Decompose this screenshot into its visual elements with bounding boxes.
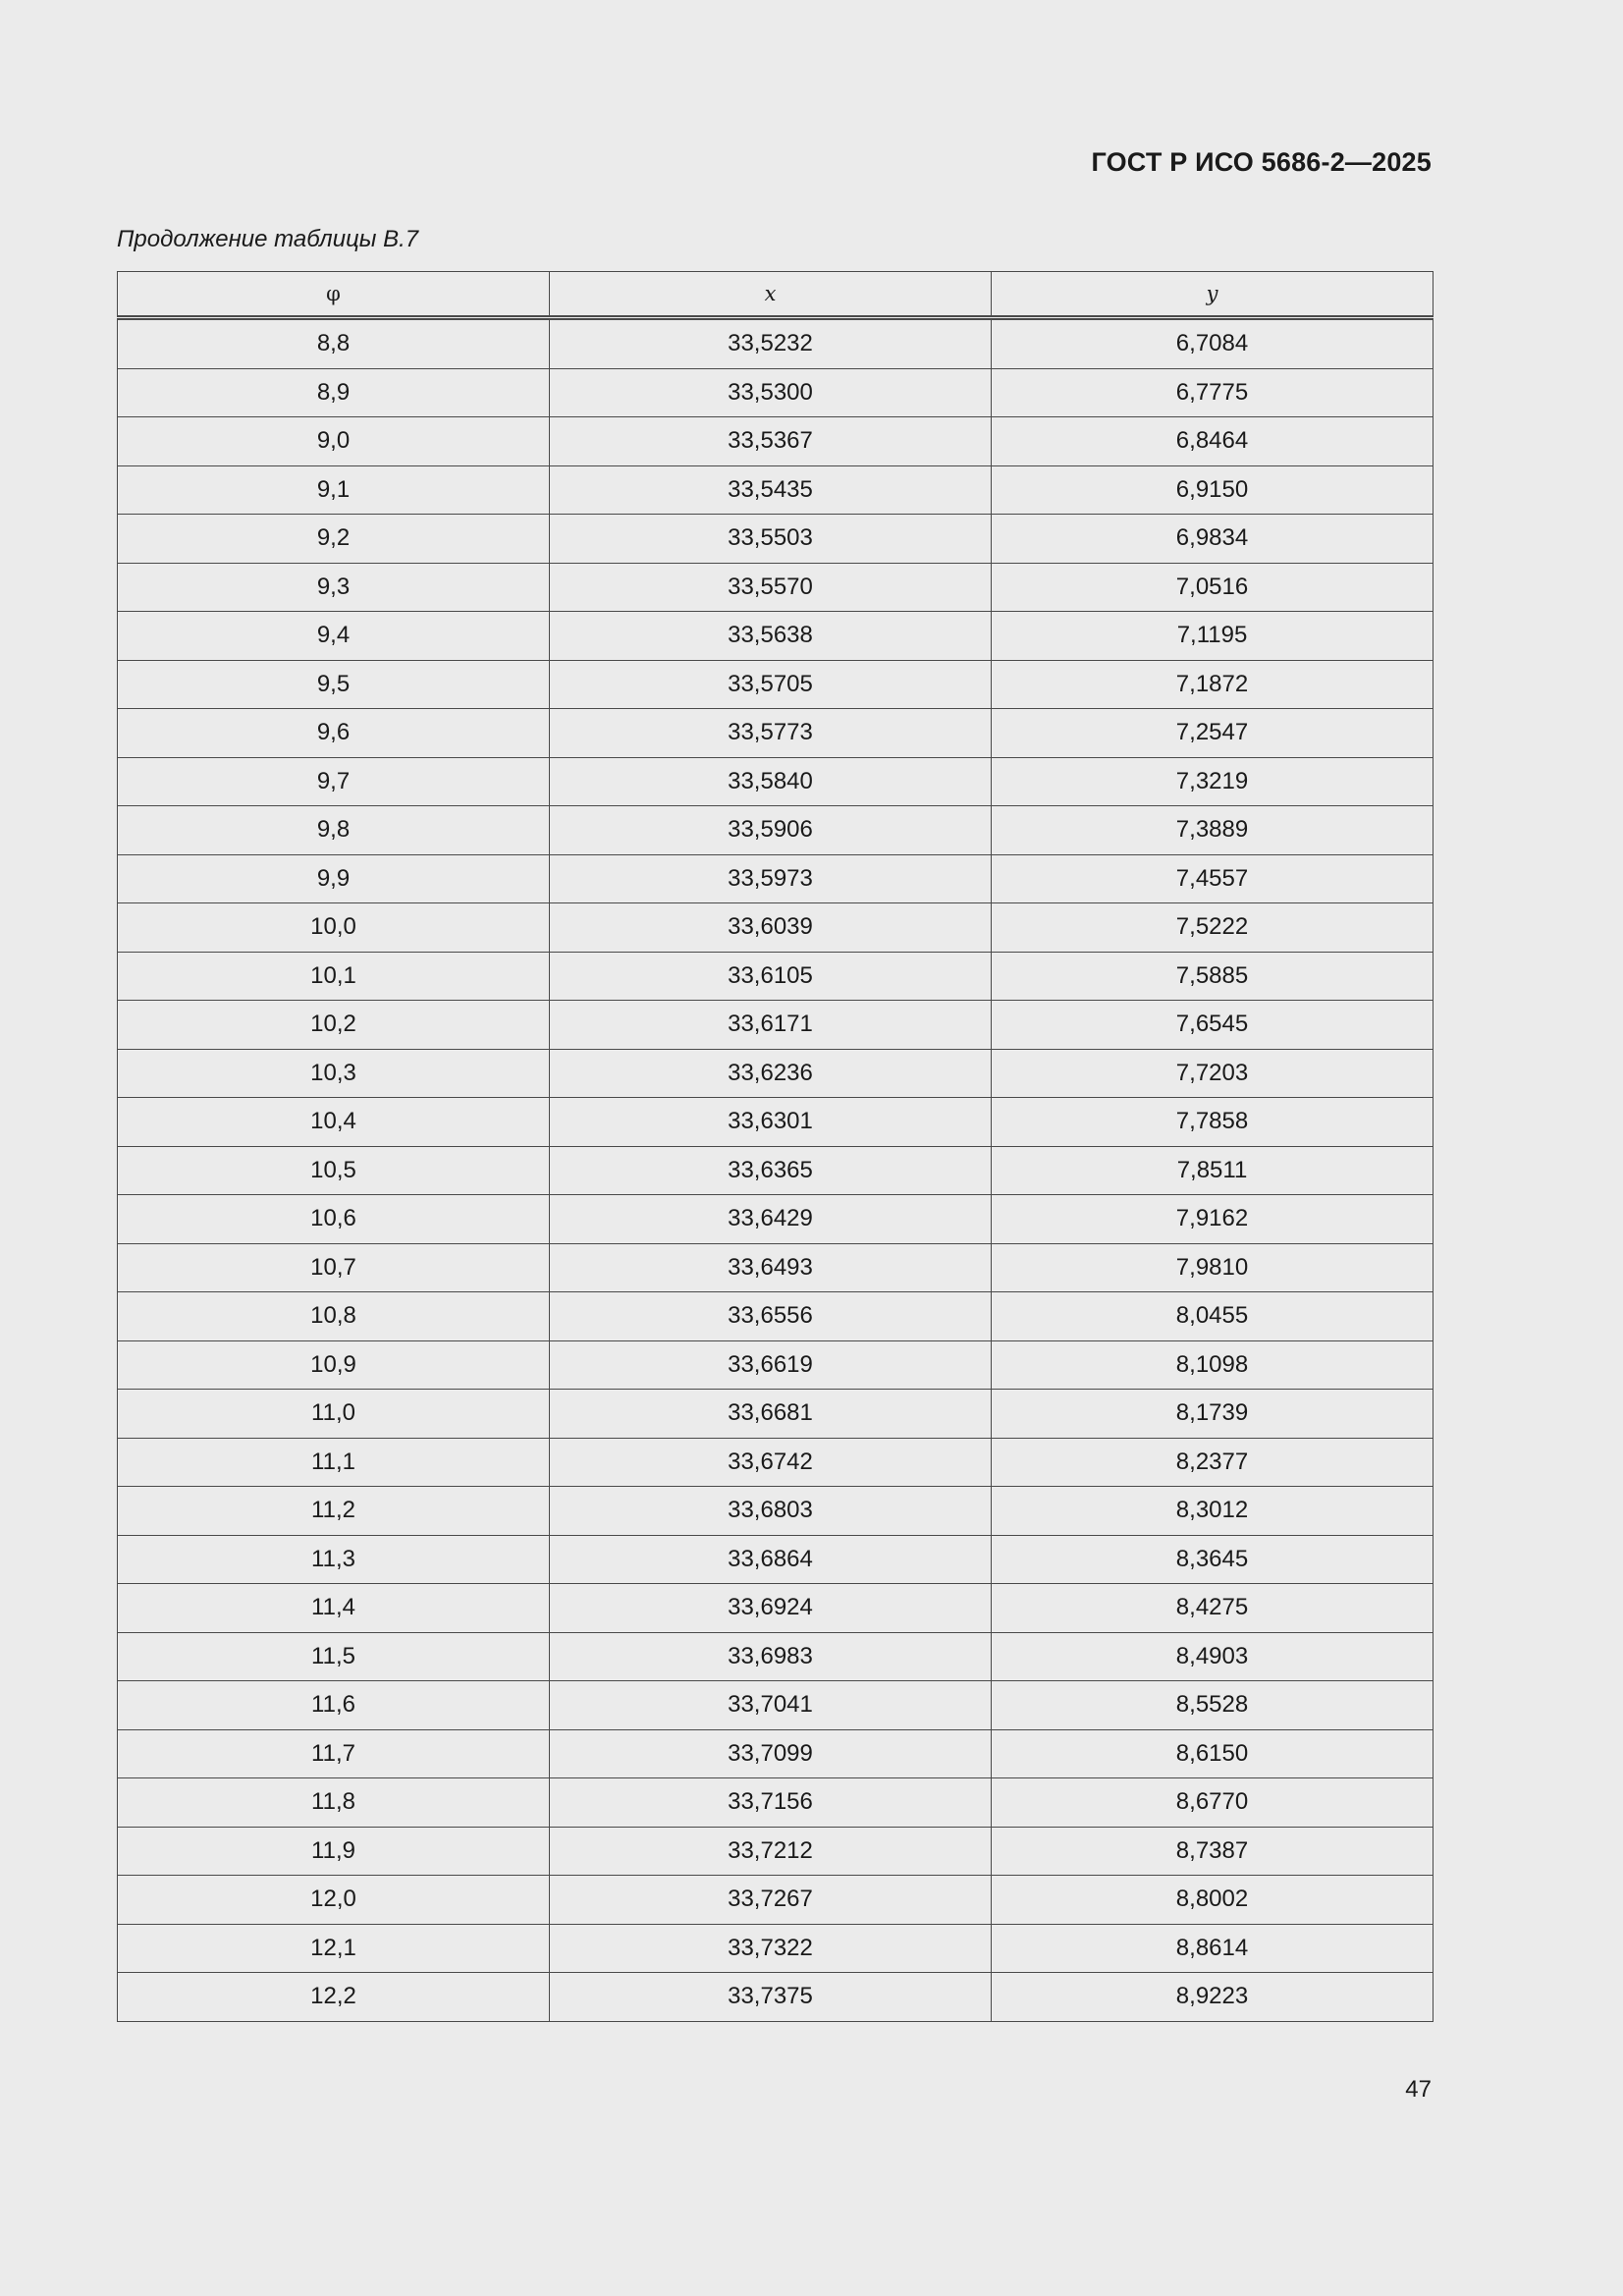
cell-phi: 10,3 [118,1049,550,1098]
cell-phi: 12,0 [118,1876,550,1925]
cell-phi: 11,6 [118,1681,550,1730]
cell-x: 33,5435 [550,465,992,515]
cell-x: 33,5973 [550,854,992,903]
cell-x: 33,6301 [550,1098,992,1147]
cell-phi: 11,1 [118,1438,550,1487]
table-row [118,318,1434,369]
table-row [118,1049,1434,1098]
cell-y: 8,1739 [992,1390,1434,1439]
header-row [118,272,1434,318]
cell-phi: 10,0 [118,903,550,953]
table-row [118,563,1434,612]
column-header-x: x [550,272,992,318]
table-row [118,806,1434,855]
cell-x: 33,6236 [550,1049,992,1098]
cell-x: 33,5840 [550,757,992,806]
cell-x: 33,6803 [550,1487,992,1536]
table-row [118,1535,1434,1584]
cell-y: 8,6770 [992,1778,1434,1828]
cell-y: 7,3889 [992,806,1434,855]
cell-phi: 11,5 [118,1632,550,1681]
cell-y: 8,5528 [992,1681,1434,1730]
document-code: ГОСТ Р ИСО 5686-2—2025 [1091,147,1432,177]
cell-y: 7,4557 [992,854,1434,903]
table-row [118,903,1434,953]
cell-phi: 9,7 [118,757,550,806]
cell-y: 8,1098 [992,1340,1434,1390]
cell-y: 6,9150 [992,465,1434,515]
table-row [118,952,1434,1001]
cell-y: 8,2377 [992,1438,1434,1487]
cell-x: 33,5503 [550,515,992,564]
column-header-phi: φ [118,272,550,318]
table-row [118,1876,1434,1925]
table-row [118,1681,1434,1730]
cell-y: 6,7775 [992,368,1434,417]
table-row [118,1001,1434,1050]
table-row [118,1146,1434,1195]
table-row [118,1632,1434,1681]
table-row [118,854,1434,903]
cell-phi: 9,4 [118,612,550,661]
cell-y: 8,3012 [992,1487,1434,1536]
cell-phi: 10,9 [118,1340,550,1390]
cell-x: 33,6493 [550,1243,992,1292]
cell-x: 33,5638 [550,612,992,661]
cell-x: 33,6681 [550,1390,992,1439]
table-row [118,709,1434,758]
table-row [118,1340,1434,1390]
table-row [118,757,1434,806]
cell-phi: 10,5 [118,1146,550,1195]
page-number: 47 [1405,2076,1432,2103]
cell-x: 33,6365 [550,1146,992,1195]
cell-phi: 11,7 [118,1729,550,1778]
cell-y: 8,3645 [992,1535,1434,1584]
cell-phi: 10,4 [118,1098,550,1147]
cell-x: 33,7267 [550,1876,992,1925]
cell-x: 33,7156 [550,1778,992,1828]
table-row [118,1729,1434,1778]
table-row [118,1195,1434,1244]
cell-y: 6,8464 [992,417,1434,466]
cell-phi: 9,8 [118,806,550,855]
cell-phi: 9,2 [118,515,550,564]
cell-x: 33,6983 [550,1632,992,1681]
cell-phi: 9,6 [118,709,550,758]
table-row [118,1584,1434,1633]
cell-y: 8,6150 [992,1729,1434,1778]
cell-x: 33,7212 [550,1827,992,1876]
cell-x: 33,6105 [550,952,992,1001]
cell-x: 33,6924 [550,1584,992,1633]
column-header-y: y [992,272,1434,318]
cell-y: 7,6545 [992,1001,1434,1050]
table-row [118,465,1434,515]
coordinates-table [117,271,1434,2022]
cell-phi: 9,0 [118,417,550,466]
cell-y: 7,9810 [992,1243,1434,1292]
cell-y: 7,7203 [992,1049,1434,1098]
cell-x: 33,7375 [550,1973,992,2022]
cell-y: 7,8511 [992,1146,1434,1195]
cell-phi: 10,2 [118,1001,550,1050]
table-row [118,515,1434,564]
table-row [118,1973,1434,2022]
cell-phi: 10,7 [118,1243,550,1292]
cell-x: 33,7322 [550,1924,992,1973]
cell-y: 7,7858 [992,1098,1434,1147]
cell-y: 8,9223 [992,1973,1434,2022]
table-body [118,318,1434,2022]
cell-y: 7,0516 [992,563,1434,612]
table-row [118,1292,1434,1341]
cell-phi: 9,9 [118,854,550,903]
cell-phi: 9,3 [118,563,550,612]
table-row [118,612,1434,661]
table-row [118,1924,1434,1973]
cell-x: 33,5570 [550,563,992,612]
cell-phi: 11,2 [118,1487,550,1536]
cell-phi: 11,4 [118,1584,550,1633]
cell-y: 7,9162 [992,1195,1434,1244]
cell-x: 33,7099 [550,1729,992,1778]
cell-x: 33,5705 [550,660,992,709]
cell-y: 7,5222 [992,903,1434,953]
cell-y: 8,8002 [992,1876,1434,1925]
cell-y: 7,5885 [992,952,1434,1001]
cell-x: 33,5300 [550,368,992,417]
cell-x: 33,6619 [550,1340,992,1390]
table-caption: Продолжение таблицы B.7 [117,226,419,252]
cell-x: 33,5232 [550,318,992,369]
cell-y: 8,7387 [992,1827,1434,1876]
cell-y: 7,2547 [992,709,1434,758]
cell-phi: 11,9 [118,1827,550,1876]
cell-y: 7,1872 [992,660,1434,709]
cell-phi: 10,6 [118,1195,550,1244]
cell-y: 8,8614 [992,1924,1434,1973]
table-row [118,1098,1434,1147]
cell-x: 33,6864 [550,1535,992,1584]
cell-phi: 11,8 [118,1778,550,1828]
cell-x: 33,5773 [550,709,992,758]
cell-phi: 8,9 [118,368,550,417]
cell-phi: 9,5 [118,660,550,709]
table-row [118,1438,1434,1487]
cell-x: 33,6171 [550,1001,992,1050]
table-row [118,1243,1434,1292]
cell-x: 33,6742 [550,1438,992,1487]
cell-phi: 11,3 [118,1535,550,1584]
cell-x: 33,6556 [550,1292,992,1341]
table-row [118,1827,1434,1876]
cell-phi: 9,1 [118,465,550,515]
table-row [118,1487,1434,1536]
table-row [118,1778,1434,1828]
table-row [118,660,1434,709]
cell-y: 7,3219 [992,757,1434,806]
table-row [118,1390,1434,1439]
cell-phi: 12,1 [118,1924,550,1973]
table-header [118,272,1434,318]
cell-y: 6,7084 [992,318,1434,369]
cell-x: 33,5906 [550,806,992,855]
cell-y: 6,9834 [992,515,1434,564]
cell-y: 7,1195 [992,612,1434,661]
cell-y: 8,4275 [992,1584,1434,1633]
cell-phi: 8,8 [118,318,550,369]
cell-y: 8,0455 [992,1292,1434,1341]
cell-phi: 10,8 [118,1292,550,1341]
cell-phi: 12,2 [118,1973,550,2022]
cell-x: 33,6039 [550,903,992,953]
cell-y: 8,4903 [992,1632,1434,1681]
cell-x: 33,7041 [550,1681,992,1730]
table-row [118,417,1434,466]
cell-x: 33,5367 [550,417,992,466]
cell-phi: 10,1 [118,952,550,1001]
cell-x: 33,6429 [550,1195,992,1244]
cell-phi: 11,0 [118,1390,550,1439]
table-row [118,368,1434,417]
